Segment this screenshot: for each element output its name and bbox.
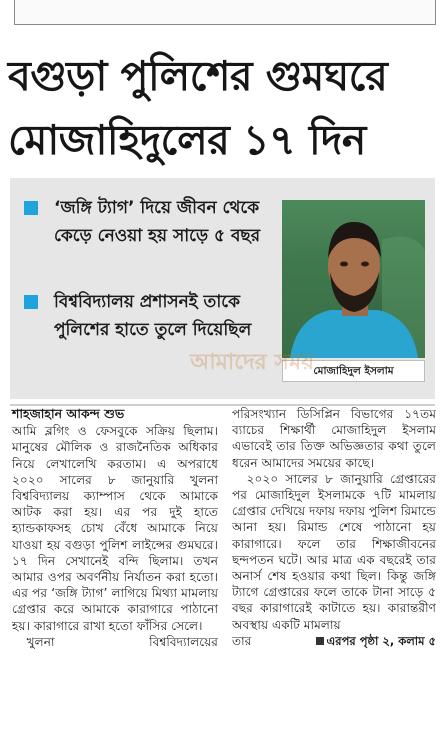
headline	[8, 44, 438, 172]
bullet-text: বিশ্ববিদ্যালয় প্রশাসনই তাকে পুলিশের হাতে তুলে দিয়েছিল	[54, 292, 252, 340]
square-bullet-icon	[24, 295, 38, 309]
article-column-1	[12, 406, 218, 650]
paragraph-end: তার	[232, 633, 252, 648]
article-column-2	[232, 406, 436, 649]
square-icon	[316, 637, 324, 645]
top-frame	[14, 0, 436, 25]
jump-note	[316, 633, 437, 649]
portrait-photo	[282, 200, 425, 358]
photo-caption: মোজাহিদুল ইসলাম	[282, 360, 425, 382]
jump-line	[232, 633, 436, 649]
bullet-point-1	[24, 194, 276, 250]
jump-text: এরপর পৃষ্ঠা ২, কলাম ৫	[326, 633, 436, 648]
paragraph: ২০২০ সালের ৮ জানুয়ারি গ্রেপ্তারের পর মোজাহিদুল ইসলামকে ৭টি মামলায় গ্রেপ্তার দেখিয়ে দফায় দফায় পুলিশ রিমান্ডে আনা হয়। রিমান্ড শেষে পাঠানো হয় কারাগারে। ফলে তার শিক্ষাজীবনের ছন্দপতন ঘটে। আর মাত্র এক বছরেই তার অনার্স শেষ হওয়ার কথা ছিল। কিন্তু জঙ্গি ট্যাগে গ্রেপ্তারের ফলে তাকে টানা সাড়ে ৫ বছর কারাগারেই কাটাতে হয়। কারান্তরীণ অবস্থায় একটি মামলায়	[232, 471, 436, 632]
watermark-logo: আমাদের সময়	[190, 350, 315, 375]
byline: শাহজাহান আকন্দ শুভ	[12, 406, 125, 421]
headline-line-2: মোজাহিদুলের ১৭ দিন	[8, 116, 366, 164]
paragraph: পরিসংখ্যান ডিসিপ্লিন বিভাগের ১৭তম ব্যাচের শিক্ষার্থী মোজাহিদুল ইসলাম এভাবেই তার তিক্ত অভিজ্ঞতার কথা তুলে ধরেন আমাদের সময়ের কাছে।	[232, 407, 436, 470]
paragraph: খুলনা বিশ্ববিদ্যালয়ের	[26, 634, 218, 649]
top-border	[0, 0, 445, 40]
paragraph: আমি ব্লগিং ও ফেসবুকে সক্রিয় ছিলাম। মানুষের মৌলিক ও রাজনৈতিক অধিকার নিয়ে লেখালেখি করতাম। এ অপরাধে ২০২০ সালের ৮ জানুয়ারি খুলনা বিশ্ববিদ্যালয় ক্যাম্পাস থেকে আমাকে আটক করা হয়। এর পর দুই হাতে হ্যান্ডকাফসহ চোখ বেঁধে আমাকে নিয়ে যাওয়া হয় বগুড়া পুলিশ লাইন্সের গুমঘরে। ১৭ দিন সেখানেই বন্দি ছিলাম। তখন আমার ওপর অবর্ণনীয় নির্যাতন করা হতো। এর পর ‘জঙ্গি ট্যাগ’ লাগিয়ে মিথ্যা মামলায় গ্রেপ্তার করে আমাকে কারাগারে পাঠানো হয়। কারাগারে রাখা হতো ফাঁসির সেলে।	[12, 424, 218, 633]
bullet-text: ‘জঙ্গি ট্যাগ’ দিয়ে জীবন থেকে কেড়ে নেওয়া হয় সাড়ে ৫ বছর	[54, 198, 261, 246]
square-bullet-icon	[24, 201, 38, 215]
headline-line-1: বগুড়া পুলিশের গুমঘরে	[8, 52, 388, 100]
bullet-point-2	[24, 288, 276, 344]
portrait-image	[282, 200, 425, 358]
highlight-panel	[10, 178, 435, 399]
